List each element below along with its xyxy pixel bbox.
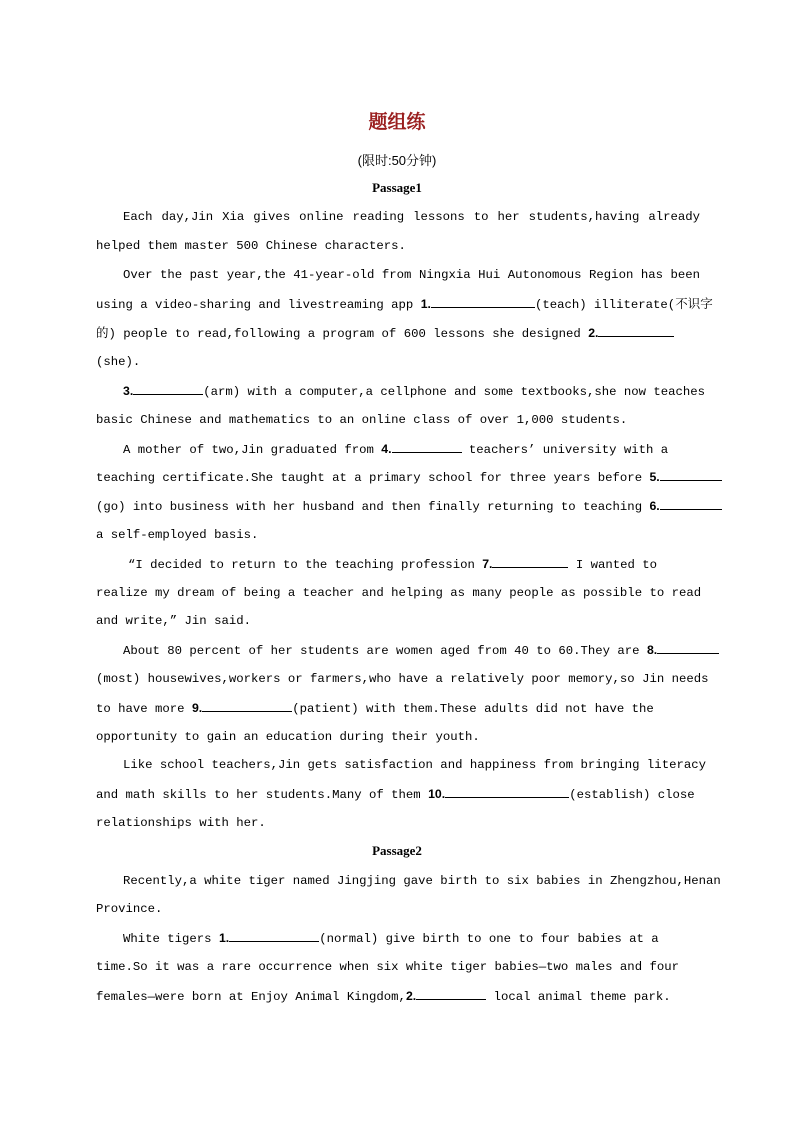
p1-text: ) people to read,following a program of 600 lessons she designed <box>108 327 589 341</box>
p2-line: Province. <box>96 902 163 916</box>
p1-line: basic Chinese and mathematics to an online class of over 1,000 students. <box>96 413 628 427</box>
p1-text: (arm) with a computer,a cellphone and some textbooks,she now teaches <box>203 385 706 399</box>
answer-blank-7[interactable] <box>492 554 568 568</box>
answer-blank-2[interactable] <box>598 323 674 337</box>
p1-line: (most) housewives,workers or farmers,who have a relatively poor memory,so Jin needs <box>96 672 709 686</box>
p1-text: (patient) with them.These adults did not have the <box>292 702 654 716</box>
p1-line: realize my dream of being a teacher and helping as many people as possible to read <box>96 586 702 600</box>
question-6-number: 6. <box>649 499 660 513</box>
p1-text-cjk: 的 <box>96 325 109 340</box>
time-limit: (限时:50分钟) <box>357 153 437 168</box>
p1-line: (she). <box>96 355 141 369</box>
question-4-number: 4. <box>381 442 392 456</box>
p1-text: (go) into business with her husband and then finally returning to teaching <box>96 500 650 514</box>
p2-question-2-number: 2. <box>405 989 417 1003</box>
question-3-number: 3. <box>123 384 134 398</box>
question-10-number: 10. <box>428 787 446 801</box>
p1-text: About 80 percent of her students are women aged from 40 to 60.They are <box>123 644 647 658</box>
answer-blank-4[interactable] <box>392 439 462 453</box>
question-7-number: 7. <box>482 557 493 571</box>
p1-text: I wanted to <box>568 558 658 572</box>
p2-question-1-number: 1. <box>218 931 230 945</box>
p1-line: Over the past year,the 41-year-old from Ningxia Hui Autonomous Region has been <box>123 268 700 282</box>
answer-blank-1[interactable] <box>431 294 535 308</box>
p2-text: local animal theme park. <box>486 990 671 1004</box>
p1-line: opportunity to gain an education during their youth. <box>96 730 480 744</box>
p1-line <box>96 496 700 516</box>
p2-line: time.So it was a rare occurrence when six white tiger babies—two males and four <box>96 960 679 974</box>
answer-blank-6[interactable] <box>660 496 722 510</box>
p1-line <box>123 640 700 660</box>
answer-blank-5[interactable] <box>660 467 722 481</box>
p1-line: Like school teachers,Jin gets satisfaction and happiness from bringing literacy <box>123 758 706 772</box>
p1-line <box>96 784 700 804</box>
p1-text: teaching certificate.She taught at a primary school for three years before <box>96 471 650 485</box>
p1-line <box>96 467 700 487</box>
p2-line: Recently,a white tiger named Jingjing gave birth to six babies in Zhengzhou,Henan <box>123 874 721 888</box>
p1-line: Each day,Jin Xia gives online reading lessons to her students,having already <box>123 210 700 224</box>
p1-text: to have more <box>96 702 192 716</box>
question-8-number: 8. <box>646 643 658 657</box>
p2-line <box>123 928 700 948</box>
answer-blank-3[interactable] <box>133 381 203 395</box>
p1-line <box>96 294 713 314</box>
p1-text: A mother of two,Jin graduated from <box>123 443 382 457</box>
p2-answer-blank-2[interactable] <box>416 986 486 1000</box>
p1-text: (teach) illiterate( <box>534 298 676 312</box>
p1-text: teachers’ university with a <box>461 443 669 457</box>
p1-text: using a video-sharing and livestreaming app <box>96 298 421 312</box>
p2-line <box>96 986 700 1006</box>
p1-line <box>96 323 700 343</box>
p2-text: (normal) give birth to one to four babies at a <box>319 932 659 946</box>
p1-line <box>123 381 706 401</box>
p1-line <box>123 439 700 459</box>
p1-line <box>128 554 705 574</box>
p1-text-cjk: 不识字 <box>675 296 713 311</box>
answer-blank-10[interactable] <box>445 784 569 798</box>
p1-text: (establish) close <box>569 788 695 802</box>
p1-text: “I decided to return to the teaching profession <box>128 558 483 572</box>
passage2-heading: Passage2 <box>372 843 422 858</box>
p2-answer-blank-1[interactable] <box>229 928 319 942</box>
page-title: 题组练 <box>368 111 426 133</box>
p1-line: a self-employed basis. <box>96 528 259 542</box>
answer-blank-8[interactable] <box>657 640 719 654</box>
passage1-heading: Passage1 <box>372 180 422 195</box>
p2-text: White tigers <box>123 932 219 946</box>
question-1-number: 1. <box>420 297 431 311</box>
question-9-number: 9. <box>191 701 203 715</box>
question-5-number: 5. <box>649 470 660 484</box>
p1-line <box>96 698 700 718</box>
p2-text: females—were born at Enjoy Animal Kingdom, <box>96 990 406 1004</box>
p1-line: helped them master 500 Chinese characters. <box>96 239 406 253</box>
question-2-number: 2. <box>588 326 599 340</box>
p1-line: relationships with her. <box>96 816 266 830</box>
p1-text: and math skills to her students.Many of them <box>96 788 429 802</box>
p1-line: and write,” Jin said. <box>96 614 251 628</box>
answer-blank-9[interactable] <box>202 698 292 712</box>
